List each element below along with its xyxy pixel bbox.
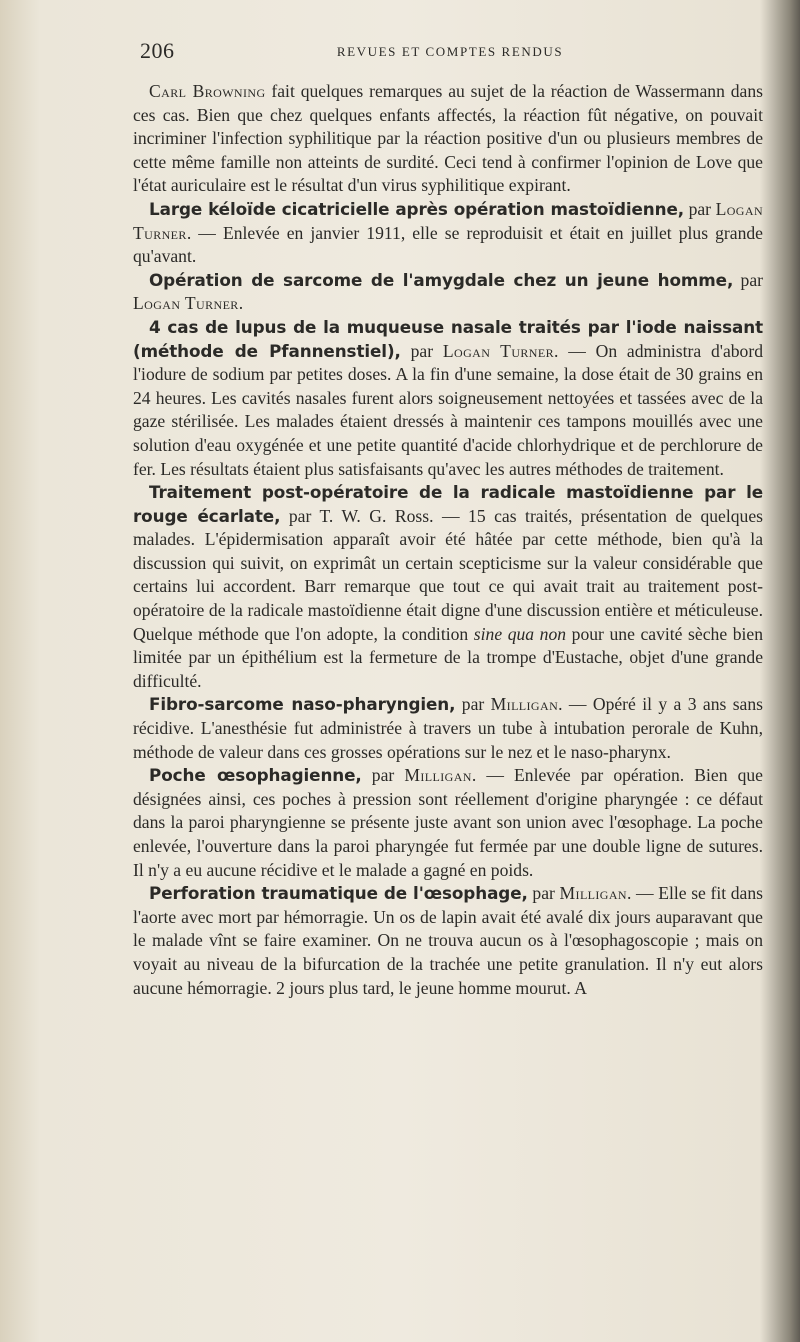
- page-body: [133, 80, 763, 1000]
- paragraph-lupus: [133, 316, 763, 481]
- paragraph-text: fait quelques remarques au sujet de la réaction de Wassermann dans ces cas. Bien que chez quelques enfants affectés, la réaction fût négative, on pouvait incriminer l'infection syphilitique par la réaction positive d'un ou plusieurs membres de cette même famille non atteints de surdité. Ceci tend à confirmer l'opinion de Love que l'état auriculaire est le résultat d'un virus syphilitique expirant.: [133, 81, 763, 196]
- section-heading: Opération de sarcome de l'amygdale chez un jeune homme,: [149, 269, 734, 290]
- paragraph-fibro-sarcome: [133, 693, 763, 764]
- author-name: Milligan: [404, 765, 472, 786]
- page-header: [140, 38, 760, 66]
- paragraph-text: par: [527, 883, 560, 904]
- author-name: Logan Turner: [133, 293, 239, 314]
- paragraph-rouge-ecarlate: [133, 481, 763, 693]
- author-name: Carl Browning: [149, 81, 266, 101]
- paragraph-text: par: [400, 340, 443, 361]
- paragraph-text: . — Opéré il y a 3 ans sans récidive. L'anesthésie fut administrée à travers un tube à intubation perorale de Kuhn, méthode de valeur dans ces grosses opérations sur le nez et le naso-pharynx.: [133, 694, 764, 762]
- paragraph-text: .: [238, 293, 244, 314]
- paragraph-perforation: [133, 882, 763, 1000]
- author-name: Milligan: [559, 883, 627, 904]
- author-name: Logan Turner: [442, 340, 555, 361]
- paragraph-text: par: [455, 694, 491, 715]
- section-heading: Poche œsophagienne,: [149, 765, 362, 786]
- paragraph-keloide: [133, 198, 763, 269]
- section-heading: Large kéloïde cicatricielle après opération mastoïdienne,: [149, 198, 685, 219]
- paragraph-text: par: [733, 269, 764, 290]
- author-name: Milligan: [490, 694, 559, 715]
- page-number: 206: [140, 38, 175, 63]
- paragraph-poche-oesophagienne: [133, 764, 763, 882]
- italic-phrase: sine qua non: [473, 623, 567, 644]
- paragraph-text: . — Enlevée en janvier 1911, elle se reproduisit et était en juillet plus grande qu'avant.: [133, 222, 763, 267]
- paragraph-text: pour une cavité sèche bien limitée par un épithélium est la fermeture de la trompe d'Eustache, objet d'une grande difficulté.: [133, 623, 764, 691]
- paragraph-text: . — Enlevée par opération. Bien que désignées ainsi, ces poches à pression sont réellement d'origine pharyngée : ce défaut dans la paroi pharyngienne se présente juste avant son union avec l'œsophage. La poche enlevée, l'ouverture dans la paroi pharyngée fut fermée par une double ligne de sutures. Il n'y a eu aucune récidive et le malade a gagné en poids.: [133, 765, 763, 880]
- paragraph-browning: [133, 80, 763, 198]
- author-name: Logan Turner: [133, 198, 764, 243]
- section-heading: Perforation traumatique de l'œsophage,: [149, 883, 528, 904]
- paragraph-text: par: [361, 765, 405, 786]
- running-head: REVUES ET COMPTES RENDUS: [336, 44, 564, 59]
- section-heading: 4 cas de lupus de la muqueuse nasale traités par l'iode naissant (méthode de Pfannenstiel),: [133, 316, 763, 361]
- paragraph-text: par T. W. G. Ross. — 15 cas traités, présentation de quelques malades. L'épidermisation apparaît avoir été hâtée par cette méthode, bien qu'à la discussion qui suivit, on exprimât un certain scepticisme sur la valeur considérable que certains lui accordent. Barr remarque que tout ce qui avait trait au traitement post-opératoire de la radicale mastoïdienne était digne d'une discussion entière et méticuleuse. Quelque méthode que l'on adopte, la condition: [133, 505, 763, 644]
- paragraph-text: par: [684, 198, 716, 219]
- section-heading: Fibro-sarcome naso-pharyngien,: [149, 694, 456, 715]
- paragraph-text: . — On administra d'abord l'iodure de sodium par petites doses. A la fin d'une semaine, la dose était de 30 grains en 24 heures. Les cavités nasales furent alors soigneusement nettoyées et tassées avec de la gaze stérilisée. Les malades étaient dressés à maintenir ces tampons mouillés avec une solution d'eau oxygénée et une petite quantité d'acide chlorhydrique et de perchlorure de fer. Les résultats étaient plus satisfaisants qu'avec les autres méthodes de traitement.: [133, 340, 764, 479]
- paragraph-sarcome-amygdale: [133, 269, 763, 316]
- section-heading: Traitement post-opératoire de la radicale mastoïdienne par le rouge écarlate,: [133, 482, 763, 526]
- paragraph-text: . — Elle se fit dans l'aorte avec mort par hémorragie. Un os de lapin avait été avalé dix jours auparavant que le malade vînt se faire examiner. On ne trouva aucun os à l'œsophagoscopie ; mais on voyait au niveau de la bifurcation de la trachée une petite granulation. Il n'y eut alors aucune hémorragie. 2 jours plus tard, le jeune homme mourut. A: [133, 883, 764, 998]
